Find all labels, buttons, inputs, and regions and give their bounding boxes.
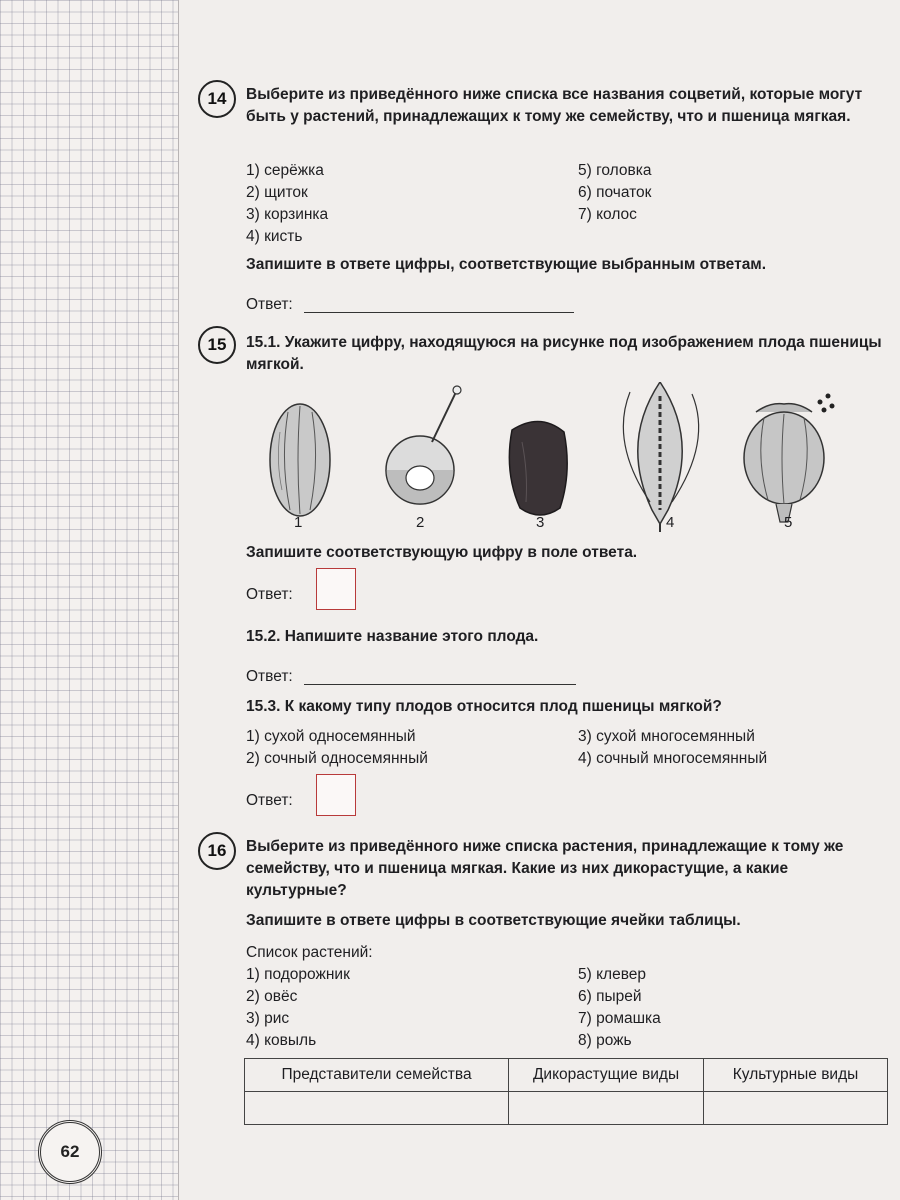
q15-1-answer-box[interactable] [316,568,356,610]
q14-answer-label: Ответ: [246,296,293,313]
question-15-number: 15 [198,326,236,364]
q15-3-option-3: 3) сухой многосемянный [578,728,755,745]
fruit-figures [260,382,880,532]
q15-instruction1: Запишите соответствующую цифру в поле ответа. [246,544,638,561]
fig-label-4: 4 [666,514,675,531]
table-cell-family[interactable] [245,1092,509,1125]
q14-option-5: 5) головка [578,162,652,179]
q15-2-answer-line[interactable] [304,684,576,685]
q14-option-6: 6) початок [578,184,652,201]
q16-instruction: Запишите в ответе цифры в соответствующие ячейки таблицы. [246,912,741,929]
fruit-4-pod-icon [623,382,698,532]
q16-prompt: Выберите из приведённого ниже списка растения, принадлежащие к тому же семейству, что и пшеница мягкая. Какие из них дикорастущие, а какие культурные? [246,838,844,899]
q16-option-4: 4) ковыль [246,1032,317,1049]
fig-label-5: 5 [784,514,793,531]
fruit-3-dark-seed-icon [509,421,567,515]
q16-option-6: 6) пырей [578,988,642,1005]
fig-label-2: 2 [416,514,425,531]
q15-3-option-1: 1) сухой односемянный [246,728,416,745]
table-cell-wild[interactable] [509,1092,704,1125]
q15-part1: 15.1. Укажите цифру, находящуюся на рисунке под изображением плода пшеницы мягкой. [246,334,882,373]
worksheet-page [200,70,890,1190]
q15-part2: 15.2. Напишите название этого плода. [246,628,539,645]
q15-part3: 15.3. К какому типу плодов относится плод пшеницы мягкой? [246,698,722,715]
q15-3-option-2: 2) сочный односемянный [246,750,428,767]
q16-option-7: 7) ромашка [578,1010,661,1027]
q14-option-2: 2) щиток [246,184,308,201]
table-header-family: Представители семейства [245,1059,509,1092]
fruit-1-grain-icon [270,404,330,516]
q14-answer-line[interactable] [304,312,574,313]
question-14-number: 14 [198,80,236,118]
q16-option-8: 8) рожь [578,1032,632,1049]
q14-option-3: 3) корзинка [246,206,329,223]
question-16-number: 16 [198,832,236,870]
q16-option-1: 1) подорожник [246,966,350,983]
q15-3-answer-box[interactable] [316,774,356,816]
q16-option-3: 3) рис [246,1010,290,1027]
q15-3-option-4: 4) сочный многосемянный [578,750,768,767]
q14-option-7: 7) колос [578,206,637,223]
table-cell-cultivated[interactable] [704,1092,888,1125]
fig-label-3: 3 [536,514,545,531]
q15-2-answer-label: Ответ: [246,668,293,685]
grid-margin [0,0,179,1200]
q16-answer-table [244,1058,888,1125]
fruit-2-drupe-icon [386,386,461,504]
fig-label-1: 1 [294,514,303,531]
fruit-5-capsule-icon [744,394,835,523]
q14-option-1: 1) серёжка [246,162,324,179]
page-number: 62 [38,1120,102,1184]
q14-instruction: Запишите в ответе цифры, соответствующие выбранным ответам. [246,256,767,273]
q16-option-2: 2) овёс [246,988,298,1005]
q16-list-title: Список растений: [246,944,373,961]
table-header-wild: Дикорастущие виды [509,1059,704,1092]
question-14-prompt: Выберите из приведённого ниже списка все названия соцветий, которые могут быть у растений, принадлежащих к тому же семейству, что и пшеница мягкая. [246,86,863,125]
table-header-cultivated: Культурные виды [704,1059,888,1092]
q14-option-4: 4) кисть [246,228,303,245]
q16-option-5: 5) клевер [578,966,647,983]
q15-3-answer-label: Ответ: [246,792,293,809]
q15-1-answer-label: Ответ: [246,586,293,603]
